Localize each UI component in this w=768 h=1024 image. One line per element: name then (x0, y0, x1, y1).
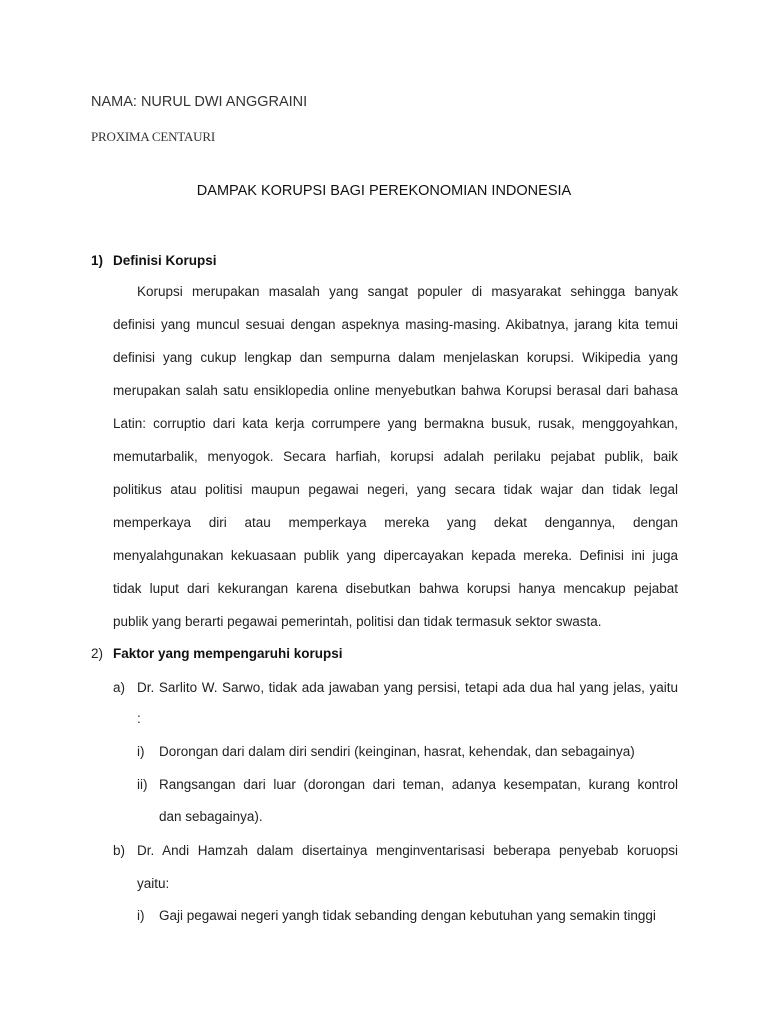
author-name: NAMA: NURUL DWI ANGGRAINI (91, 94, 308, 110)
item-a-text-cont: : (137, 711, 141, 726)
paragraph-line: menyalahgunakan kekuasaan publik yang dipercayakan kepada mereka. Definisi ini juga (113, 548, 678, 563)
section-1-number: 1) (91, 253, 104, 268)
paragraph-line: memperkaya diri atau memperkaya mereka yang dekat dengannya, dengan (113, 515, 678, 530)
subitem-text: Rangsangan dari luar (dorongan dari teman, adanya kesempatan, kurang kontrol (159, 777, 678, 792)
item-b-text-cont: yaitu: (137, 876, 170, 891)
subitem-text-cont: dan sebagainya). (159, 809, 263, 824)
paragraph-line: publik yang berarti pegawai pemerintah, politisi dan tidak termasuk sektor swasta. (113, 614, 602, 629)
paragraph-line: definisi yang muncul sesuai dengan aspeknya masing-masing. Akibatnya, jarang kita temui (113, 317, 678, 332)
paragraph-line: tidak luput dari kekurangan karena disebutkan bahwa korupsi hanya mencakup pejabat (113, 581, 678, 596)
subitem-label: i) (137, 744, 145, 759)
paragraph-line: Latin: corruptio dari kata kerja corrumpere yang bermakna busuk, rusak, menggoyahkan, (113, 416, 678, 431)
paragraph-line: definisi yang cukup lengkap dan sempurna dalam menjelaskan korupsi. Wikipedia yang (113, 350, 678, 365)
item-b-label: b) (113, 843, 126, 858)
item-a-text: Dr. Sarlito W. Sarwo, tidak ada jawaban yang persisi, tetapi ada dua hal yang jelas, yaitu (137, 680, 678, 695)
paragraph-line: Korupsi merupakan masalah yang sangat populer di masyarakat sehingga banyak (137, 284, 678, 299)
paragraph-line: merupakan salah satu ensiklopedia online menyebutkan bahwa Korupsi berasal dari bahasa (113, 383, 678, 398)
group-name: PROXIMA CENTAURI (91, 129, 215, 144)
document-title: DAMPAK KORUPSI BAGI PEREKONOMIAN INDONESIA (196, 183, 572, 199)
paragraph-line: memutarbalik, menyogok. Secara harfiah, korupsi adalah perilaku pejabat publik, baik (113, 449, 678, 464)
item-b-text: Dr. Andi Hamzah dalam disertainya menginventarisasi beberapa penyebab koruopsi (137, 843, 678, 858)
section-2-number: 2) (91, 646, 104, 661)
section-2-heading: Faktor yang mempengaruhi korupsi (113, 646, 343, 661)
paragraph-line: politikus atau politisi maupun pegawai negeri, yang secara tidak wajar dan tidak legal (113, 482, 678, 497)
section-1-heading: Definisi Korupsi (113, 253, 217, 268)
subitem-text: Gaji pegawai negeri yangh tidak sebanding dengan kebutuhan yang semakin tinggi (159, 908, 656, 923)
item-a-label: a) (113, 680, 126, 695)
subitem-text: Dorongan dari dalam diri sendiri (keinginan, hasrat, kehendak, dan sebagainya) (159, 744, 635, 759)
subitem-label: i) (137, 908, 145, 923)
subitem-label: ii) (137, 777, 148, 792)
